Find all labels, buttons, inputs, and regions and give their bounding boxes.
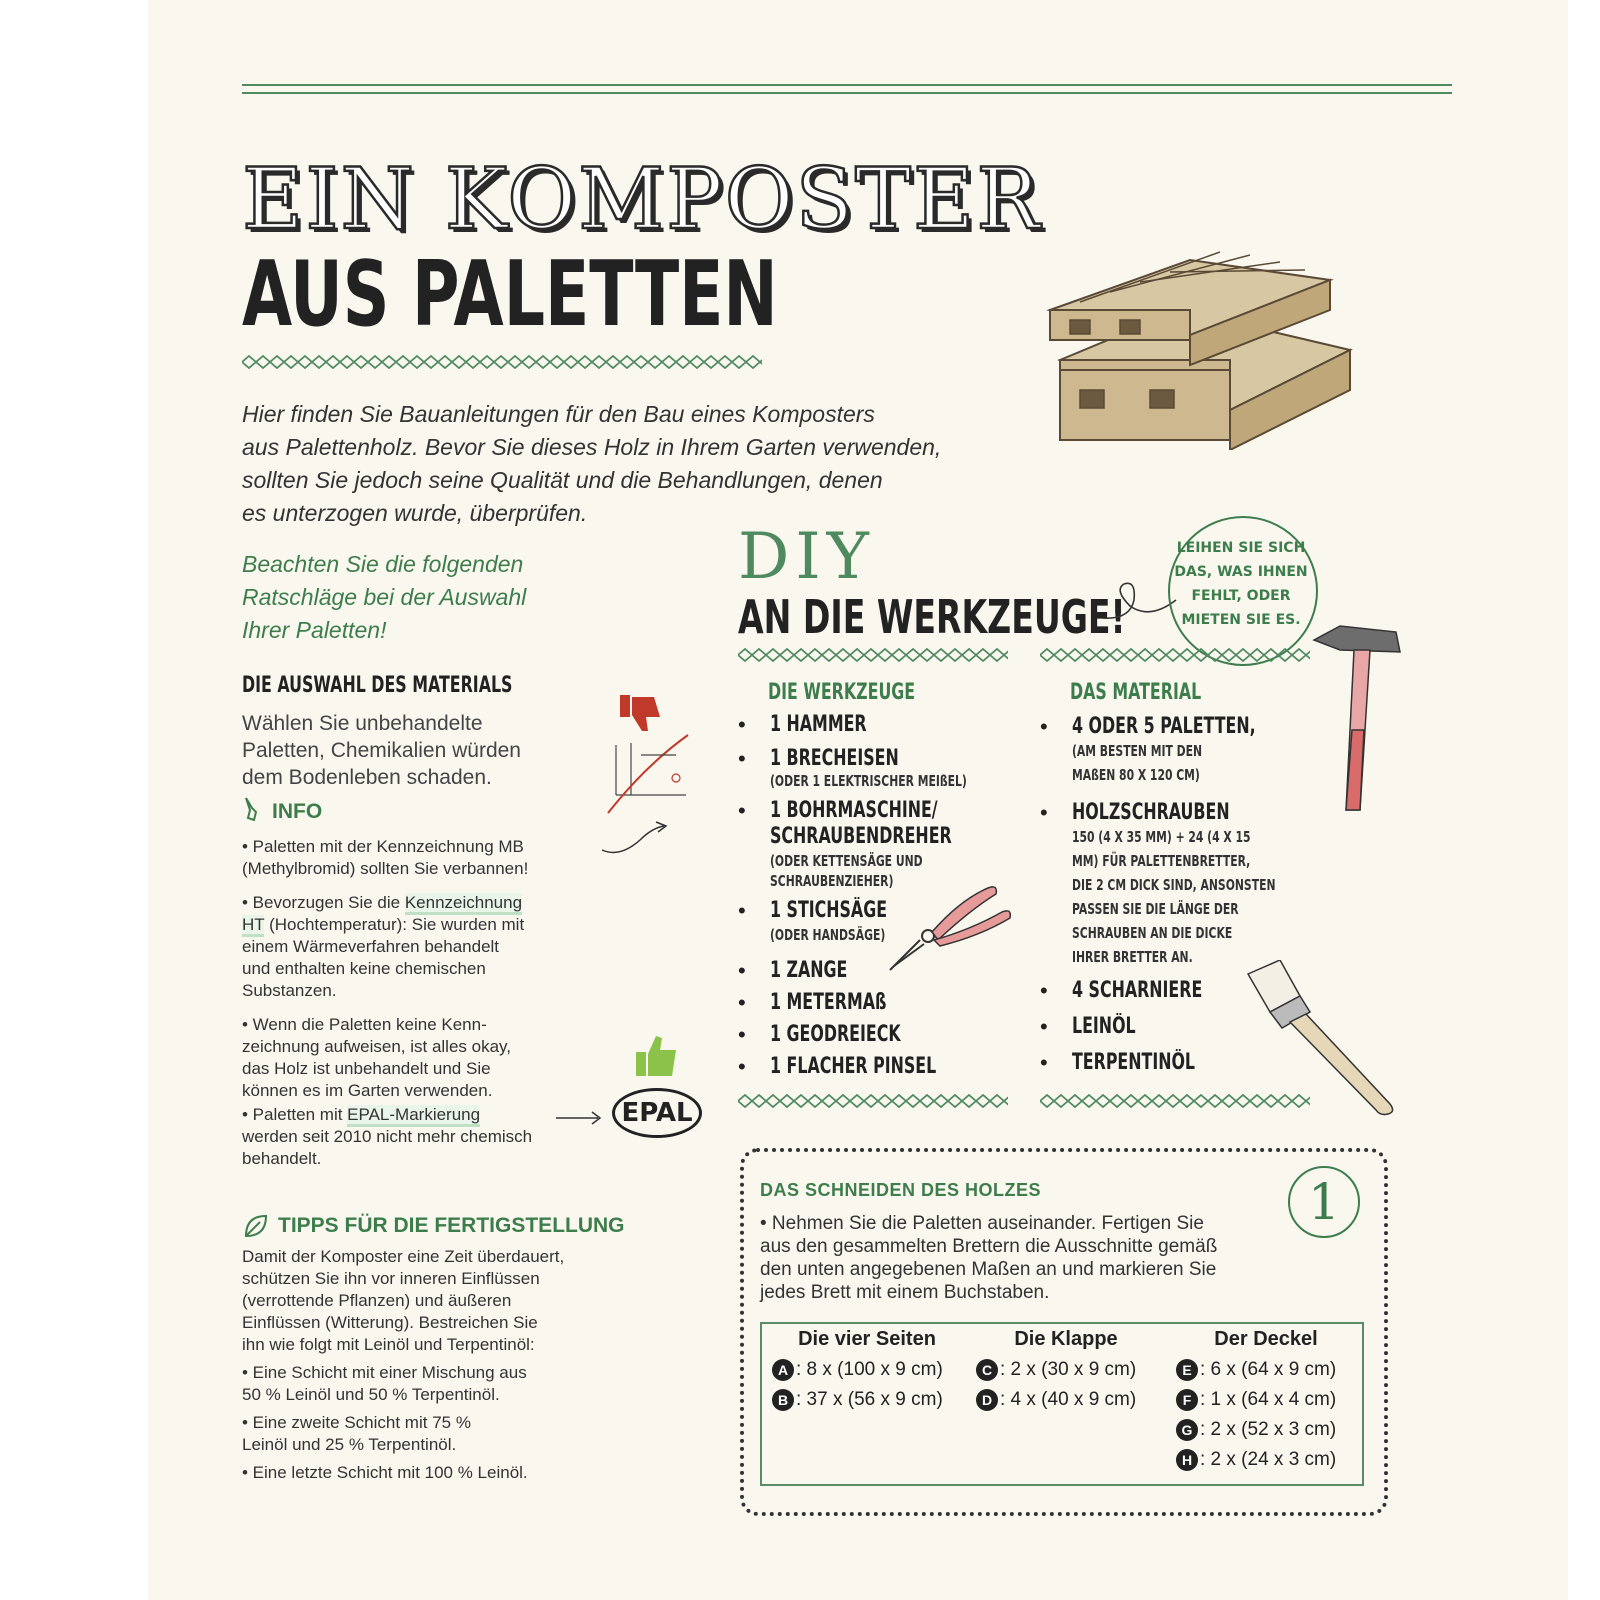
shovel-icon [242, 796, 266, 822]
list-item: • 1 BOHRMASCHINE/ SCHRAUBENDREHER (ODER KETTENSÄGE UND SCHRAUBENZIEHER) [738, 798, 952, 890]
advice-callout: Beachten Sie die folgenden Ratschläge bei der Auswahl Ihrer Paletten! [242, 551, 527, 643]
list-item: • 1 HAMMER [738, 712, 867, 737]
list-item: • HOLZSCHRAUBEN 150 (4 X 35 MM) + 24 (4 X 15 MM) FÜR PALETTENBRETTER, DIE 2 CM DICK SIND, ANSONSTEN PASSEN SIE DIE LÄNGE DER SCHRAUBEN AN DIE DICKE IHRER BRETTER AN. [1040, 800, 1276, 966]
material-choice-text: Wählen Sie unbehandelte Paletten, Chemikalien würden dem Bodenleben schaden. [242, 712, 521, 789]
title-line-2: AUS PALETTEN [242, 242, 778, 347]
leaf-icon [242, 1212, 270, 1240]
hammer-icon [1310, 620, 1410, 820]
table-row: C : 2 x (30 x 9 cm) [976, 1355, 1156, 1385]
table-row: E : 6 x (64 x 9 cm) [1176, 1355, 1356, 1385]
list-item: • 1 FLACHER PINSEL [738, 1054, 937, 1079]
tips-intro: Damit der Komposter eine Zeit überdauert, schützen Sie ihn vor inneren Einflüssen (verrottende Pflanzen) und äußeren Einflüssen (Witterung). Bestreichen Sie ihn wie folgt mit Leinöl und Terpentinöl: [242, 1247, 565, 1354]
pliers-icon [880, 870, 1020, 980]
zigzag-divider-tools-top [738, 648, 1008, 662]
list-item: • TERPENTINÖL [1040, 1050, 1196, 1075]
list-item: • 1 ZANGE [738, 958, 848, 983]
thumbs-up-icon [634, 1034, 678, 1080]
highlight-epal: EPAL-Markierung [347, 1105, 480, 1127]
arrow-right-icon [554, 1108, 604, 1128]
table-row: D : 4 x (40 x 9 cm) [976, 1385, 1156, 1415]
tools-section-heading: AN DIE WERKZEUGE! [738, 590, 1126, 644]
info-bullet-epal: • Paletten mit EPAL-Markierung werden seit 2010 nicht mehr chemisch behandelt. [242, 1105, 533, 1168]
title-line-1: EIN KOMPOSTER [242, 150, 1042, 248]
table-row: H : 2 x (24 x 3 cm) [1176, 1445, 1356, 1475]
table-row: G : 2 x (52 x 3 cm) [1176, 1415, 1356, 1445]
tip-circle-text: LEIHEN SIE SICH DAS, WAS IHNEN FEHLT, ODER MIETEN SIE ES. [1174, 540, 1308, 628]
list-item: • 4 SCHARNIERE [1040, 978, 1203, 1003]
list-item: • 1 STICHSÄGE (ODER HANDSÄGE) [738, 898, 888, 944]
intro-paragraph: Hier finden Sie Bauanleitungen für den Bau eines Komposters aus Palettenholz. Bevor Sie dieses Holz in Ihrem Garten verwenden, sollten Sie jedoch seine Qualität und die Behandlungen, denen es unterzogen wurde, überprüfen. [242, 401, 942, 526]
top-rule [242, 84, 1452, 94]
info-bullet-unmarked: • Wenn die Paletten keine Kenn- zeichnung aufweisen, ist alles okay, das Holz ist unbehandelt und Sie können es im Garten verwenden. [242, 1015, 512, 1100]
step-number-badge: 1 [1288, 1166, 1360, 1238]
highlight-ht: HT [242, 915, 264, 937]
cutting-step-text: • Nehmen Sie die Paletten auseinander. Fertigen Sie aus den gesammelten Brettern die Ausschnitte gemäß den unten angegebenen Maßen an und markieren Sie jedes Brett mit einem Buchstaben. [760, 1213, 1218, 1303]
epal-logo: EPAL [612, 1088, 702, 1138]
pallet-stack-illustration [1040, 240, 1360, 450]
material-heading: DAS MATERIAL [1070, 680, 1202, 705]
tips-bullet-1: • Eine Schicht mit einer Mischung aus 50 % Leinöl und 50 % Terpentinöl. [242, 1363, 527, 1404]
table-column-lid [1176, 1328, 1356, 1475]
list-item: • LEINÖL [1040, 1014, 1136, 1039]
info-bullet-ht: • Bevorzugen Sie die Kennzeichnung HT (Hochtemperatur): Sie wurden mit einem Wärmeverfahren behandelt und enthalten keine chemischen Substanzen. [242, 893, 525, 1000]
table-row: A : 8 x (100 x 9 cm) [772, 1355, 962, 1385]
zigzag-divider-material-bottom [1040, 1094, 1310, 1108]
info-heading: INFO [272, 800, 323, 823]
arrow-icon [600, 820, 670, 860]
zigzag-divider-material-top [1040, 648, 1310, 662]
tips-bullet-3: • Eine letzte Schicht mit 100 % Leinöl. [242, 1463, 528, 1482]
table-header: Die vier Seiten [798, 1328, 936, 1350]
table-column-sides [772, 1328, 962, 1415]
list-item: • 4 ODER 5 PALETTEN, (AM BESTEN MIT DEN MAßEN 80 X 120 CM) [1040, 714, 1256, 784]
tips-bullet-2: • Eine zweite Schicht mit 75 % Leinöl und 25 % Terpentinöl. [242, 1413, 471, 1454]
list-item: • 1 BRECHEISEN (ODER 1 ELEKTRISCHER MEIßEL) [738, 746, 967, 790]
list-item: • 1 METERMAß [738, 990, 887, 1015]
cutting-step-heading: DAS SCHNEIDEN DES HOLZES [760, 1180, 1042, 1200]
table-row: B : 37 x (56 x 9 cm) [772, 1385, 962, 1415]
table-header: Die Klappe [1014, 1328, 1118, 1350]
info-bullet-mb: • Paletten mit der Kennzeichnung MB (Methylbromid) sollten Sie verbannen! [242, 837, 529, 878]
table-column-flap [976, 1328, 1156, 1415]
zigzag-divider-title [242, 355, 762, 369]
zigzag-divider-tools-bottom [738, 1094, 1008, 1108]
table-header: Der Deckel [1214, 1328, 1318, 1350]
tools-heading: DIE WERKZEUGE [768, 680, 916, 705]
table-row: F : 1 x (64 x 4 cm) [1176, 1385, 1356, 1415]
thumbs-down-icon [606, 695, 706, 825]
diy-label: DIY [738, 520, 875, 594]
tips-heading: TIPPS FÜR DIE FERTIGSTELLUNG [278, 1214, 625, 1237]
list-item: • 1 GEODREIECK [738, 1022, 901, 1047]
material-choice-heading: DIE AUSWAHL DES MATERIALS [242, 673, 513, 698]
highlight-kennzeichnung: Kennzeichnung [405, 893, 522, 915]
